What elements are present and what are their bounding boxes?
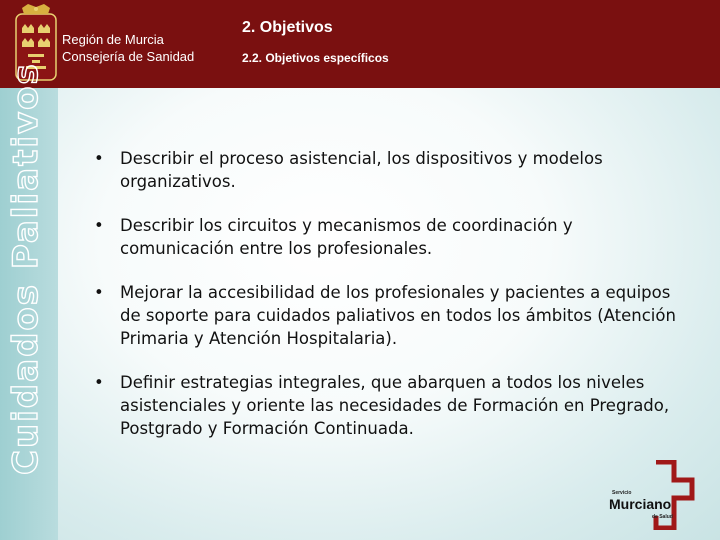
list-item (88, 371, 688, 440)
logo-line1: Servicio (612, 490, 632, 496)
list-item-text: Describir los circuitos y mecanismos de coordinación y comunicación entre los profesionales. (120, 216, 573, 258)
list-item-text: Mejorar la accesibilidad de los profesionales y pacientes a equipos de soporte para cuidados paliativos en todos los ámbitos (Atención Primaria y Atención Hospitalaria). (120, 283, 676, 348)
org-department: Consejería de Sanidad (62, 49, 195, 64)
list-item (88, 214, 688, 260)
bullet-icon: • (94, 149, 104, 168)
list-item (88, 281, 688, 350)
vertical-title: Cuidados Paliativos (6, 62, 46, 475)
section-title: 2. Objetivos (242, 19, 333, 36)
objectives-list (88, 147, 688, 461)
bullet-icon: • (94, 373, 104, 392)
header-bar (0, 0, 720, 88)
logo-line3: de Salud (652, 514, 673, 520)
section-subtitle: 2.2. Objetivos específicos (242, 51, 389, 65)
list-item (88, 147, 688, 193)
bullet-icon: • (94, 216, 104, 235)
bullet-icon: • (94, 283, 104, 302)
list-item-text: Definir estrategias integrales, que abarquen a todos los niveles asistenciales y oriente las necesidades de Formación en Pregrado, Postgrado y Formación Continuada. (120, 373, 670, 438)
logo-line2: Murciano (609, 496, 672, 512)
list-item-text: Describir el proceso asistencial, los dispositivos y modelos organizativos. (120, 149, 603, 191)
cross-logo-icon (606, 460, 710, 530)
org-name: Región de Murcia (62, 32, 164, 47)
